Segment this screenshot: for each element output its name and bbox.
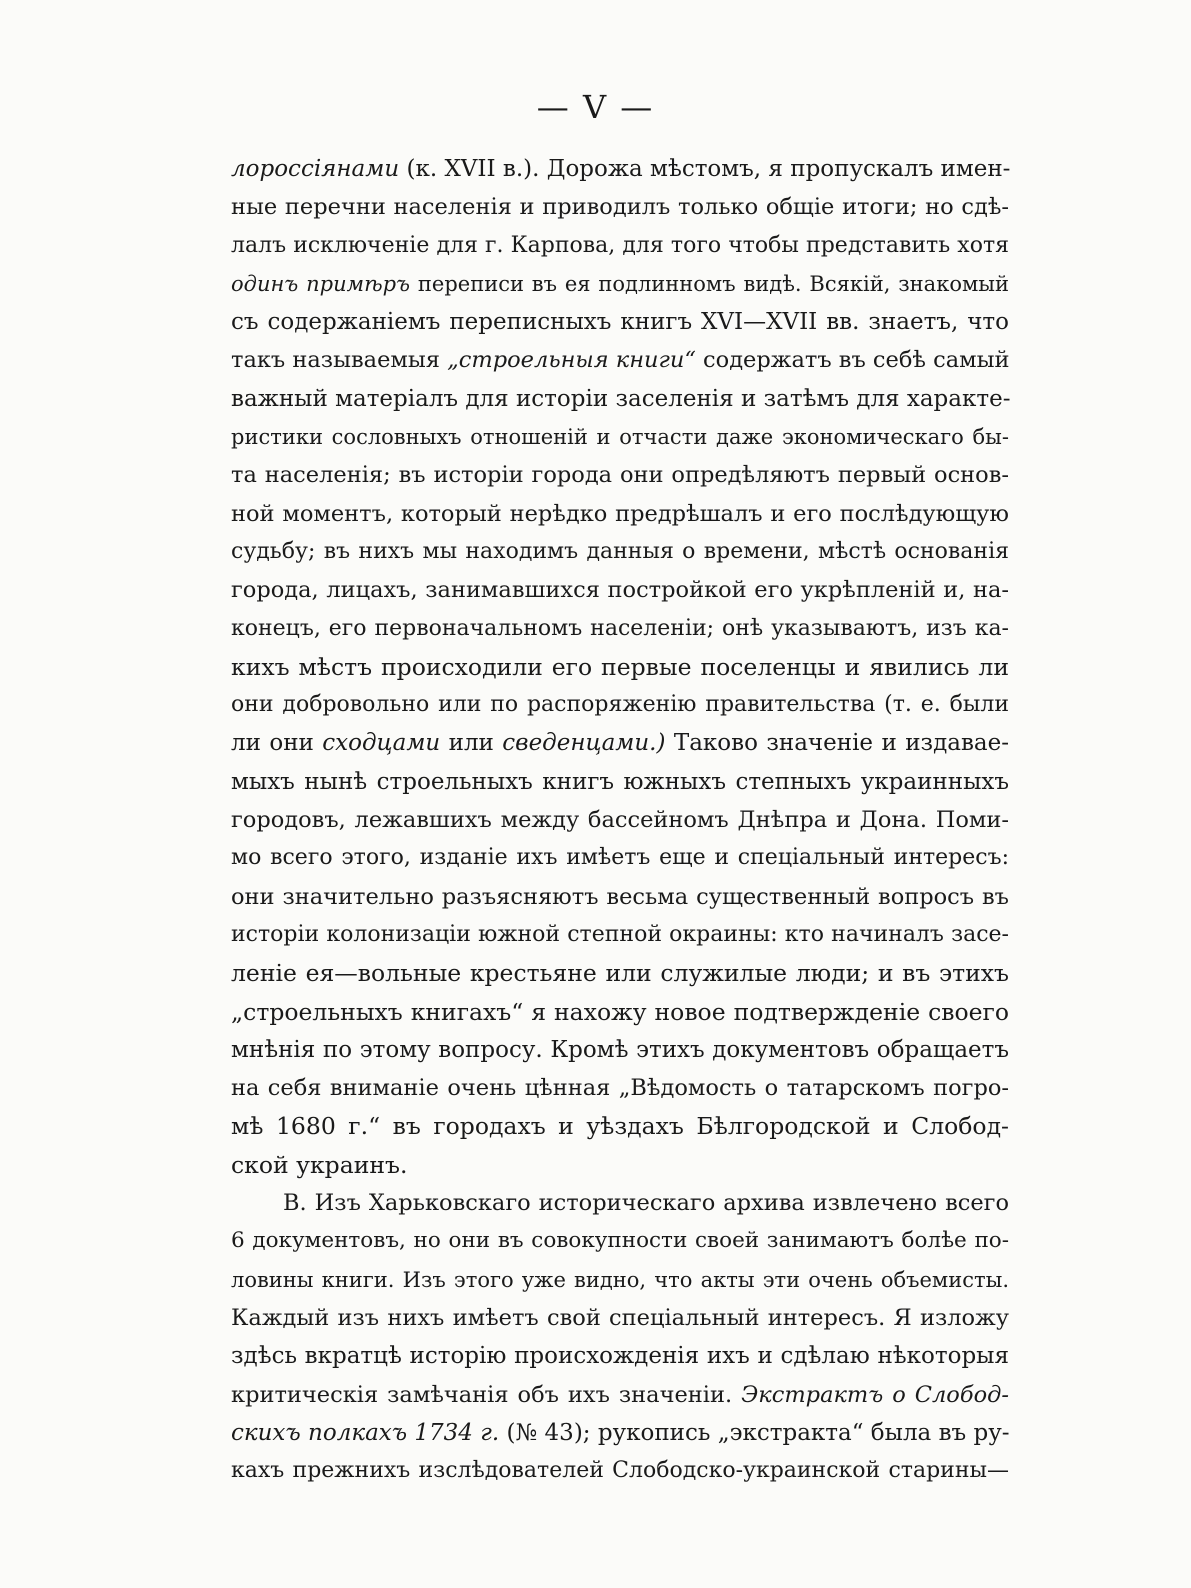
text-line: лалъ исключеніе для г. Карпова, для того чтобы представить хотя <box>231 232 1009 258</box>
text-line: мыхъ нынѣ строельныхъ книгъ южныхъ степныхъ украинныхъ <box>231 768 1009 795</box>
text-line: Каждый изъ нихъ имѣетъ свой спеціальный интересъ. Я изложу <box>231 1304 1009 1331</box>
text-line: ли они сходцами или сведенцами.) Таково значеніе и издавае- <box>231 730 1009 757</box>
text-line: такъ называемыя „строельныя книги“ содержатъ въ себѣ самый <box>231 347 1010 374</box>
text-line: они значительно разъясняютъ весьма существенный вопросъ въ <box>231 883 1009 910</box>
text-line: мѣ 1680 г.“ въ городахъ и уѣздахъ Бѣлгородской и Слобод- <box>231 1112 1009 1141</box>
text-line: та населенія; въ исторіи города они опредѣляютъ первый основ- <box>231 462 1009 489</box>
text-line: ной моментъ, который нерѣдко предрѣшалъ и его послѣдующую <box>231 500 1009 527</box>
text-line: ловины книги. Изъ этого уже видно, что акты эти очень объемисты. <box>231 1267 1009 1292</box>
text-line: конецъ, его первоначальномъ населеніи; онѣ указываютъ, изъ ка- <box>231 615 1009 641</box>
text-line: здѣсь вкратцѣ исторію происхожденія ихъ и сдѣлаю нѣкоторыя <box>231 1343 1009 1370</box>
text-line: скихъ полкахъ 1734 г. (№ 43); рукопись „экстракта“ была въ ру- <box>231 1419 1010 1446</box>
text-line: критическія замѣчанія объ ихъ значеніи. Экстрактъ о Слобод- <box>231 1381 1009 1408</box>
text-line: на себя вниманіе очень цѣнная „Вѣдомость о татарскомъ погро- <box>231 1075 1009 1102</box>
text-line: кихъ мѣстъ происходили его первые поселенцы и явились ли <box>231 652 1009 681</box>
text-line: мнѣнія по этому вопросу. Кромѣ этихъ документовъ обращаетъ <box>231 1036 1009 1063</box>
body-text <box>231 150 1009 1490</box>
text-line: города, лицахъ, занимавшихся постройкой его укрѣпленій и, на- <box>231 577 1009 604</box>
text-line: ные перечни населенія и приводилъ только общіе итоги; но сдѣ- <box>231 194 1009 221</box>
text-line: исторіи колонизаціи южной степной окраины: кто начиналъ засе- <box>231 921 1009 947</box>
text-line: „строельныхъ книгахъ“ я нахожу новое подтвержденіе своего <box>231 997 1009 1026</box>
text-line: судьбу; въ нихъ мы находимъ данныя о времени, мѣстѣ основанія <box>231 538 1009 564</box>
text-line: важный матеріалъ для исторіи заселенія и затѣмъ для характе- <box>231 385 1011 412</box>
text-line: они добровольно или по распоряженію правительства (т. е. были <box>231 692 1009 718</box>
paragraph-start-line: В. Изъ Харьковскаго историческаго архива извлечено всего <box>283 1190 1009 1217</box>
text-line: ской украинъ. <box>231 1150 408 1179</box>
text-line: одинъ примѣръ переписи въ ея подлинномъ видѣ. Всякій, знакомый <box>231 271 1010 296</box>
text-line: городовъ, лежавшихъ между бассейномъ Днѣпра и Дона. Поми- <box>231 807 1009 834</box>
text-line: съ содержаніемъ переписныхъ книгъ XVI—XVII вв. знаетъ, что <box>231 309 1009 336</box>
page-number: — V — <box>536 88 655 126</box>
text-line: кахъ прежнихъ изслѣдователей Слободско-украинской старины— <box>231 1458 1009 1484</box>
text-line: лороссіянами (к. XVII в.). Дорожа мѣстомъ, я пропускалъ имен- <box>231 156 1011 182</box>
text-line: мо всего этого, изданіе ихъ имѣетъ еще и спеціальный интересъ: <box>231 845 1009 871</box>
text-line: леніе ея—вольные крестьяне или служилые люди; и въ этихъ <box>231 959 1009 988</box>
text-line: ристики сословныхъ отношеній и отчасти даже экономическаго бы- <box>231 425 1009 450</box>
text-line: 6 документовъ, но они въ совокупности своей занимаютъ болѣе по- <box>231 1228 1009 1254</box>
